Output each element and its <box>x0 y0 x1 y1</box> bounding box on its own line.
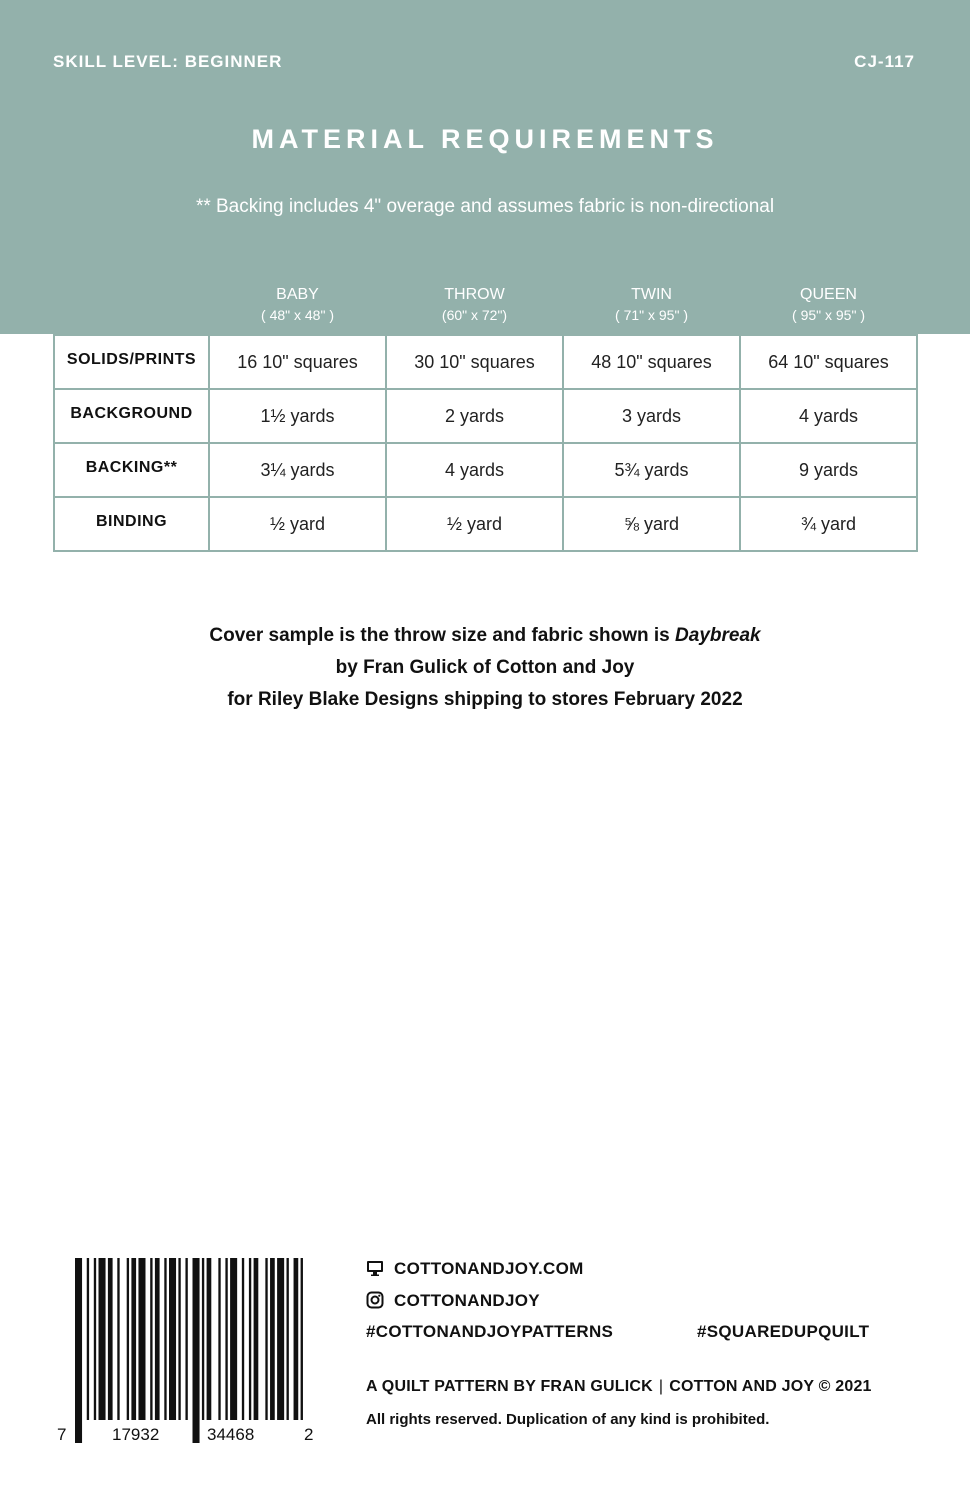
barcode-digit-right: 2 <box>304 1425 314 1444</box>
hashtag-squaredup: #SQUAREDUPQUILT <box>697 1322 870 1341</box>
barcode-bar <box>193 1258 200 1443</box>
table-cell: ½ yard <box>209 497 386 551</box>
table-cell: 2 yards <box>386 389 563 443</box>
table-cell: 4 yards <box>740 389 917 443</box>
barcode-bars <box>75 1258 303 1443</box>
column-size: ( 71" x 95" ) <box>615 306 688 323</box>
table-cell: 3 yards <box>563 389 740 443</box>
barcode-bar <box>150 1258 152 1420</box>
barcode-bar <box>178 1258 180 1420</box>
pattern-code: CJ-117 <box>854 52 915 71</box>
barcode-bar <box>287 1258 289 1420</box>
barcode-bar <box>242 1258 244 1420</box>
column-header-baby <box>209 272 386 335</box>
barcode-digits-group-2: 34468 <box>207 1425 255 1444</box>
credit-separator: | <box>658 1378 664 1395</box>
cover-line-2: by Fran Gulick of Cotton and Joy <box>335 657 635 678</box>
table-cell: ⅝ yard <box>563 497 740 551</box>
row-label-solids-prints: SOLIDS/PRINTS <box>54 335 209 389</box>
barcode-bar <box>108 1258 113 1420</box>
table-row <box>54 389 917 443</box>
row-label-backing: BACKING** <box>54 443 209 497</box>
pattern-credit <box>366 1378 872 1396</box>
barcode-bar <box>131 1258 136 1420</box>
barcode-bar <box>99 1258 106 1420</box>
credit-copyright: COTTON AND JOY © 2021 <box>669 1378 872 1395</box>
table-cell: 16 10" squares <box>209 335 386 389</box>
column-name: QUEEN <box>800 285 857 303</box>
cover-line-3: for Riley Blake Designs shipping to stores February 2022 <box>227 689 743 710</box>
table-row <box>54 335 917 389</box>
barcode-bar <box>207 1258 212 1420</box>
barcode-bar <box>254 1258 259 1420</box>
table-cell: 9 yards <box>740 443 917 497</box>
barcode-bar <box>230 1258 237 1420</box>
page-title: MATERIAL REQUIREMENTS <box>251 124 719 154</box>
barcode-bar <box>225 1258 227 1420</box>
row-label-binding: BINDING <box>54 497 209 551</box>
table-cell: 5¾ yards <box>563 443 740 497</box>
barcode-digit-left: 7 <box>57 1425 67 1444</box>
column-name: THROW <box>444 285 505 303</box>
column-header-queen <box>740 272 917 335</box>
barcode-bar <box>202 1258 204 1420</box>
cover-line-1-text: Cover sample is the throw size and fabric shown is <box>209 625 676 646</box>
material-requirements-table <box>53 271 918 552</box>
fabric-name: Daybreak <box>675 625 761 646</box>
skill-level: SKILL LEVEL: BEGINNER <box>53 52 283 71</box>
table-cell: 64 10" squares <box>740 335 917 389</box>
credit-author: A QUILT PATTERN BY FRAN GULICK <box>366 1378 653 1395</box>
table-header-row <box>54 272 917 335</box>
barcode-bar <box>87 1258 89 1420</box>
barcode-bar <box>249 1258 251 1420</box>
barcode-bar <box>294 1258 299 1420</box>
barcode-bar <box>94 1258 96 1420</box>
hashtag-patterns: #COTTONANDJOYPATTERNS <box>366 1322 614 1341</box>
rights-notice: All rights reserved. Duplication of any kind is prohibited. <box>366 1411 770 1428</box>
column-name: TWIN <box>631 285 672 303</box>
table-cell: 1½ yards <box>209 389 386 443</box>
table-cell: 4 yards <box>386 443 563 497</box>
barcode-bar <box>127 1258 129 1420</box>
barcode-bar <box>270 1258 275 1420</box>
barcode <box>57 1258 319 1446</box>
column-header-throw <box>386 272 563 335</box>
column-size: ( 48" x 48" ) <box>261 306 334 323</box>
barcode-bar <box>117 1258 119 1420</box>
row-label-background: BACKGROUND <box>54 389 209 443</box>
table-cell: ½ yard <box>386 497 563 551</box>
barcode-bar <box>138 1258 145 1420</box>
barcode-bar <box>155 1258 160 1420</box>
barcode-bar <box>75 1258 82 1443</box>
barcode-bar <box>277 1258 284 1420</box>
table-cell: 48 10" squares <box>563 335 740 389</box>
column-name: BABY <box>276 285 319 303</box>
table-cell: ¾ yard <box>740 497 917 551</box>
barcode-bar <box>164 1258 166 1420</box>
column-size: ( 95" x 95" ) <box>792 306 865 323</box>
website-link[interactable]: COTTONANDJOY.COM <box>394 1259 584 1278</box>
table-row <box>54 497 917 551</box>
barcode-bar <box>185 1258 187 1420</box>
table-cell: 3¼ yards <box>209 443 386 497</box>
barcode-bar <box>265 1258 267 1420</box>
table-cell: 30 10" squares <box>386 335 563 389</box>
column-header-twin <box>563 272 740 335</box>
barcode-digits-group-1: 17932 <box>112 1425 160 1444</box>
barcode-bar <box>169 1258 176 1420</box>
table-corner <box>54 272 209 335</box>
cover-sample-note <box>0 620 970 716</box>
instagram-handle[interactable]: COTTONANDJOY <box>394 1291 540 1310</box>
instagram-icon <box>366 1291 384 1309</box>
table-row <box>54 443 917 497</box>
cover-line-1 <box>0 620 970 652</box>
column-size: (60" x 72") <box>441 306 508 323</box>
barcode-bar <box>301 1258 303 1420</box>
website-line <box>366 1259 584 1279</box>
instagram-line <box>366 1291 540 1311</box>
backing-note: ** Backing includes 4" overage and assumes fabric is non-directional <box>195 196 775 217</box>
monitor-icon <box>366 1259 384 1277</box>
barcode-bar <box>218 1258 220 1420</box>
